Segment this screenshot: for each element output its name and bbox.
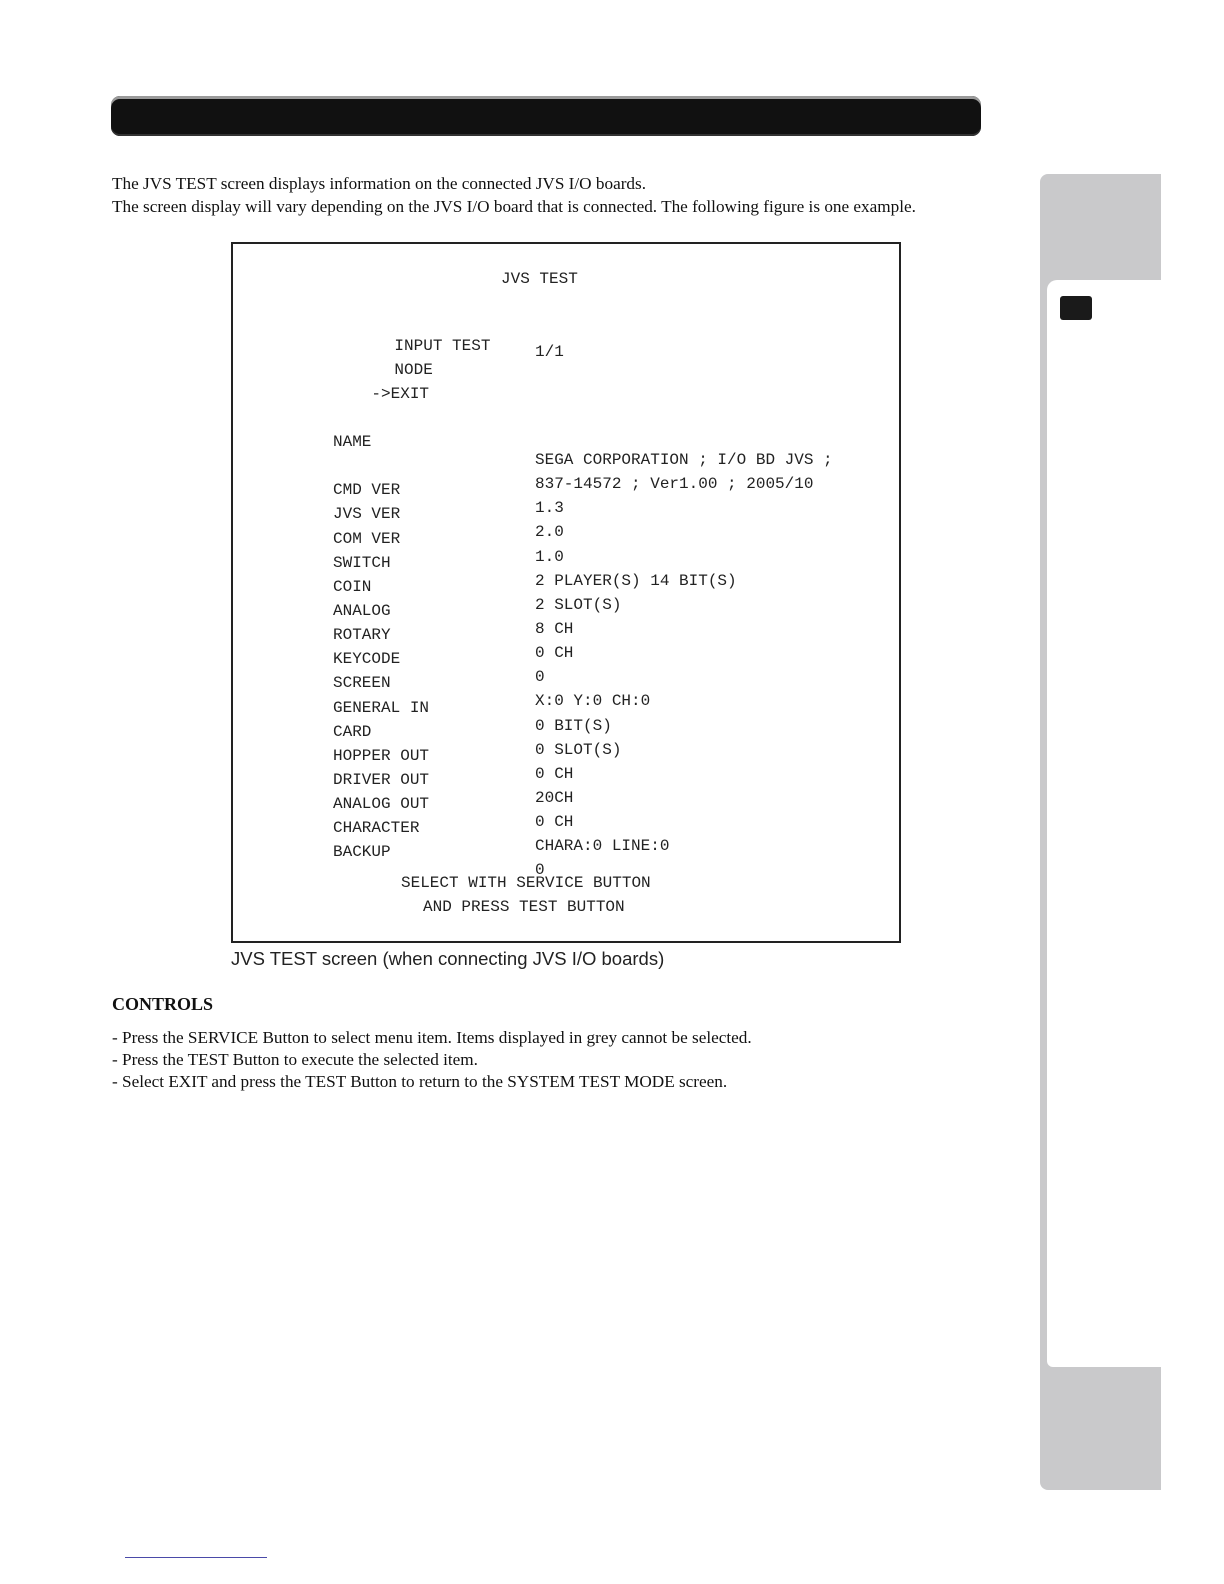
info-value: 0 xyxy=(535,861,545,879)
info-value: 1.0 xyxy=(535,548,564,566)
menu-item-label: NODE xyxy=(394,361,433,379)
info-value: X:0 Y:0 CH:0 xyxy=(535,692,651,710)
info-label: HOPPER OUT xyxy=(333,747,430,765)
side-tab-marker xyxy=(1060,296,1092,320)
info-value: 0 BIT(S) xyxy=(535,717,612,735)
footer-divider xyxy=(125,1557,267,1558)
info-value: 0 CH xyxy=(535,644,574,662)
screen-title: JVS TEST xyxy=(501,270,578,288)
info-label: DRIVER OUT xyxy=(333,771,430,789)
intro-line-2: The screen display will vary depending on the JVS I/O board that is connected. The following figure is one example. xyxy=(112,197,916,216)
info-label: GENERAL IN xyxy=(333,699,430,717)
section-header-bar xyxy=(111,96,981,136)
info-label: CHARACTER xyxy=(333,819,420,837)
info-label: ROTARY xyxy=(333,626,391,644)
screen-instruction-line-1: SELECT WITH SERVICE BUTTON xyxy=(401,874,651,892)
info-value: 2.0 xyxy=(535,523,564,541)
info-value: 0 CH xyxy=(535,765,574,783)
info-label: SCREEN xyxy=(333,674,391,692)
info-label: NAME xyxy=(333,433,372,451)
menu-item-exit xyxy=(333,367,429,421)
info-label: ANALOG OUT xyxy=(333,795,430,813)
figure-caption: JVS TEST screen (when connecting JVS I/O boards) xyxy=(231,948,665,969)
info-value: 837-14572 ; Ver1.00 ; 2005/10 xyxy=(535,475,814,493)
info-value: 0 SLOT(S) xyxy=(535,741,622,759)
info-label: SWITCH xyxy=(333,554,391,572)
intro-line-1: The JVS TEST screen displays information on the connected JVS I/O boards. xyxy=(112,174,646,193)
info-value: 20CH xyxy=(535,789,574,807)
info-label: KEYCODE xyxy=(333,650,401,668)
jvs-test-screen-figure xyxy=(231,242,901,943)
list-item: - Select EXIT and press the TEST Button to return to the SYSTEM TEST MODE screen. xyxy=(112,1072,728,1091)
controls-list xyxy=(112,1027,752,1093)
intro-paragraph xyxy=(112,172,1012,218)
info-value: 2 SLOT(S) xyxy=(535,596,622,614)
info-value: 2 PLAYER(S) 14 BIT(S) xyxy=(535,572,737,590)
info-value: CHARA:0 LINE:0 xyxy=(535,837,670,855)
screen-instruction-line-2: AND PRESS TEST BUTTON xyxy=(423,898,625,916)
info-label: ANALOG xyxy=(333,602,391,620)
info-value: 1.3 xyxy=(535,499,564,517)
info-value: SEGA CORPORATION ; I/O BD JVS ; xyxy=(535,451,833,469)
info-label: COM VER xyxy=(333,530,401,548)
info-value: 0 xyxy=(535,668,545,686)
info-label: JVS VER xyxy=(333,505,401,523)
menu-item-label: ->EXIT xyxy=(371,385,430,403)
info-value: 0 CH xyxy=(535,813,574,831)
side-tab-panel xyxy=(1047,280,1161,1367)
info-label: CMD VER xyxy=(333,481,401,499)
info-label: CARD xyxy=(333,723,372,741)
info-label: COIN xyxy=(333,578,372,596)
list-item: - Press the TEST Button to execute the selected item. xyxy=(112,1050,478,1069)
info-label: BACKUP xyxy=(333,843,391,861)
list-item: - Press the SERVICE Button to select menu item. Items displayed in grey cannot be selected. xyxy=(112,1028,752,1047)
node-value: 1/1 xyxy=(535,343,564,361)
menu-item-label: INPUT TEST xyxy=(394,337,491,355)
info-value: 8 CH xyxy=(535,620,574,638)
controls-heading: CONTROLS xyxy=(112,994,214,1014)
